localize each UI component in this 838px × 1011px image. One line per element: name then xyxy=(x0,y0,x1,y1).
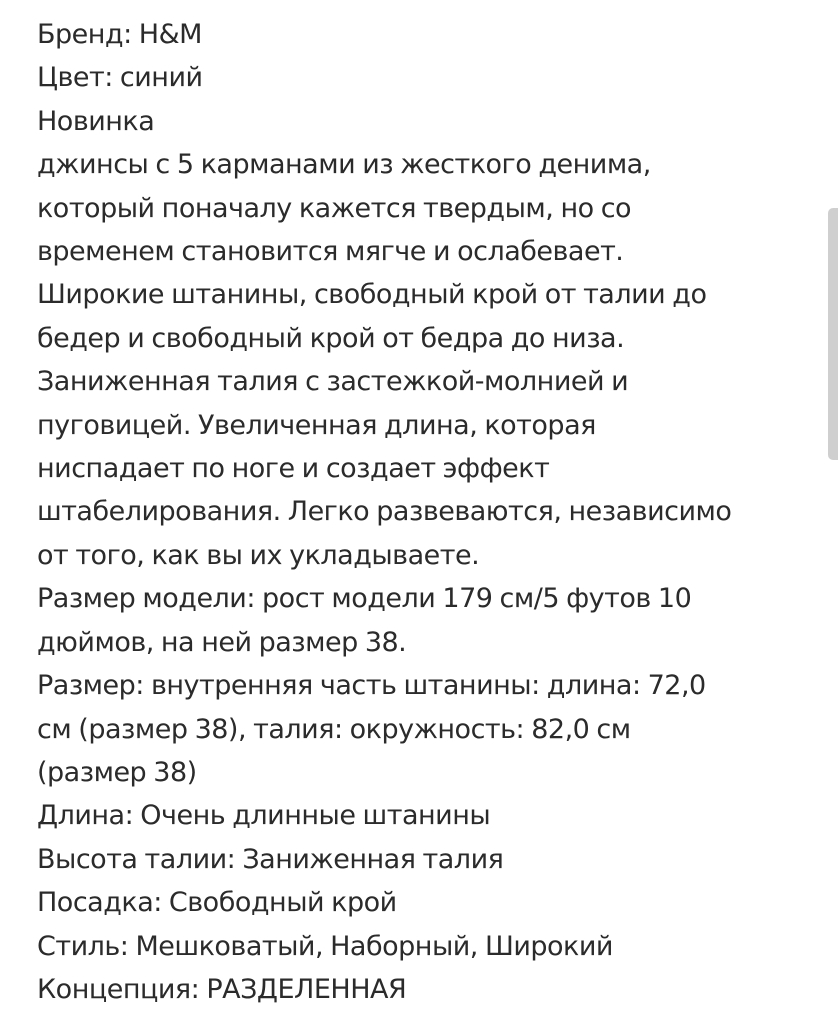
fit-line: Посадка: Свободный крой xyxy=(37,887,397,919)
product-description xyxy=(37,13,817,1011)
description-line: штабелирования. Легко развеваются, независимо xyxy=(37,496,732,528)
description-line: ниспадает по ноге и создает эффект xyxy=(37,453,550,485)
description-line: который поначалу кажется твердым, но со xyxy=(37,192,632,224)
description-line: от того, как вы их укладываете. xyxy=(37,539,480,571)
model-size-line: Размер модели: рост модели 179 см/5 футов 10 xyxy=(37,583,692,615)
model-size-line: дюймов, на ней размер 38. xyxy=(37,626,407,658)
measurements-line: (размер 38) xyxy=(37,756,197,788)
description-line: пуговицей. Увеличенная длина, которая xyxy=(37,409,596,441)
brand-line: Бренд: H&M xyxy=(37,19,202,50)
description-line: джинсы с 5 карманами из жесткого денима, xyxy=(37,149,651,181)
description-line: бедер и свободный крой от бедра до низа. xyxy=(37,322,625,354)
description-line: временем становится мягче и ослабевает. xyxy=(37,236,624,268)
measurements-line: см (размер 38), талия: окружность: 82,0 см xyxy=(37,713,631,745)
measurements-line: Размер: внутренняя часть штанины: длина: 72,0 xyxy=(37,670,706,702)
style-line: Стиль: Мешковатый, Наборный, Широкий xyxy=(37,930,613,962)
description-line: Заниженная талия с застежкой-молнией и xyxy=(37,366,629,398)
length-line: Длина: Очень длинные штанины xyxy=(37,800,491,832)
vertical-scrollbar[interactable] xyxy=(828,208,838,460)
color-line: Цвет: синий xyxy=(37,62,203,94)
new-label-line: Новинка xyxy=(37,105,155,137)
concept-line: Концепция: РАЗДЕЛЕННАЯ xyxy=(37,973,407,1005)
description-line: Широкие штанины, свободный крой от талии до xyxy=(37,279,707,311)
waist-rise-line: Высота талии: Заниженная талия xyxy=(37,843,504,875)
